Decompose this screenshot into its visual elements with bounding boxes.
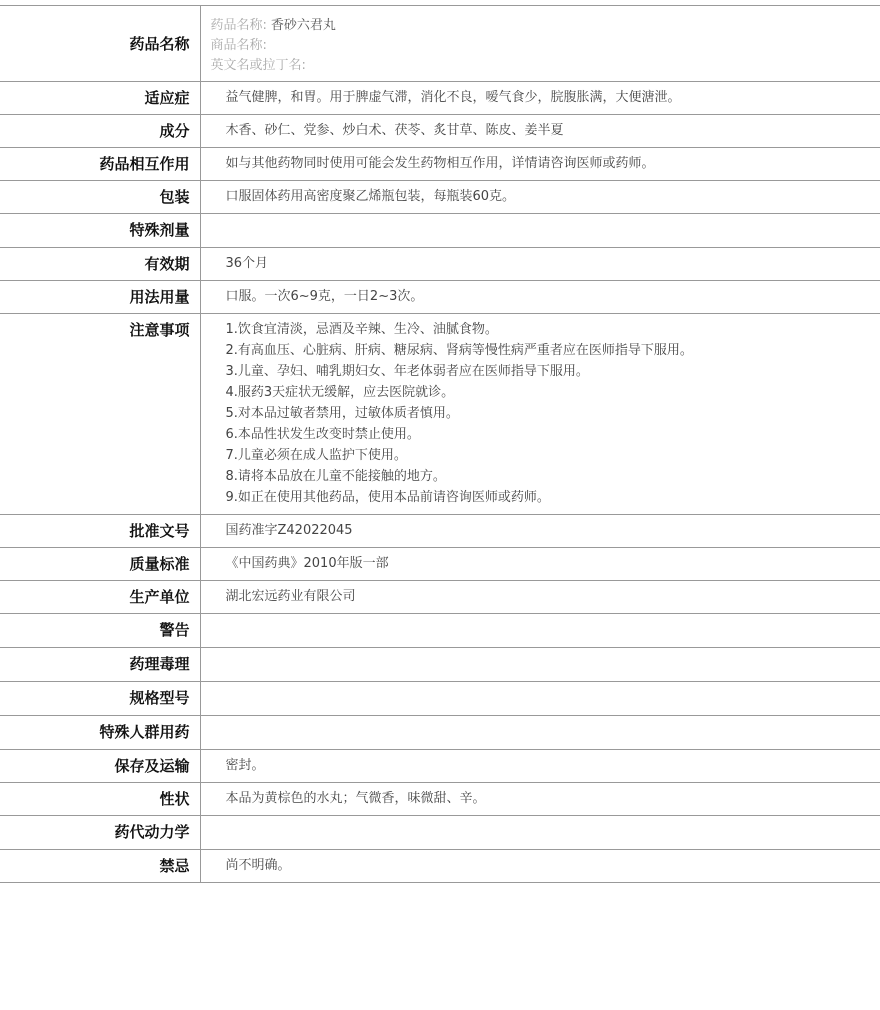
label-interactions: 药品相互作用 <box>0 148 200 181</box>
drug-name-line <box>211 16 880 36</box>
row-special-dosage <box>0 214 880 248</box>
precaution-item: 4.服药3天症状无缓解，应去医院就诊。 <box>225 385 455 400</box>
row-approval-number <box>0 515 880 548</box>
english-name-key: 英文名或拉丁名: <box>210 58 306 73</box>
row-dosage <box>0 281 880 314</box>
value-warning <box>200 614 880 648</box>
row-contraindications <box>0 850 880 883</box>
label-pharmacology: 药理毒理 <box>0 648 200 682</box>
label-specification: 规格型号 <box>0 682 200 716</box>
label-approval-number: 批准文号 <box>0 515 200 548</box>
label-drug-name: 药品名称 <box>0 6 200 82</box>
value-pharmacology <box>200 648 880 682</box>
value-dosage: 口服。一次6~9克，一日2~3次。 <box>200 281 880 314</box>
drug-name-key: 药品名称: <box>210 18 267 33</box>
row-ingredients <box>0 115 880 148</box>
value-special-populations <box>200 716 880 750</box>
label-ingredients: 成分 <box>0 115 200 148</box>
precaution-item: 3.儿童、孕妇、哺乳期妇女、年老体弱者应在医师指导下服用。 <box>225 364 589 379</box>
row-warning <box>0 614 880 648</box>
precaution-item: 1.饮食宜清淡，忌酒及辛辣、生冷、油腻食物。 <box>225 322 498 337</box>
row-special-populations <box>0 716 880 750</box>
label-indications: 适应症 <box>0 82 200 115</box>
label-quality-standard: 质量标准 <box>0 548 200 581</box>
value-description: 本品为黄棕色的水丸；气微香，味微甜、辛。 <box>200 783 880 816</box>
value-drug-name-block <box>200 6 880 82</box>
row-drug-name <box>0 6 880 82</box>
value-packaging: 口服固体药用高密度聚乙烯瓶包装，每瓶装60克。 <box>200 181 880 214</box>
drug-name-value: 香砂六君丸 <box>270 18 336 33</box>
drug-info-table <box>0 5 880 883</box>
row-pharmacokinetics <box>0 816 880 850</box>
row-interactions <box>0 148 880 181</box>
row-manufacturer <box>0 581 880 614</box>
value-specification <box>200 682 880 716</box>
precaution-item: 6.本品性状发生改变时禁止使用。 <box>225 427 420 442</box>
row-indications <box>0 82 880 115</box>
value-ingredients: 木香、砂仁、党参、炒白术、茯苓、炙甘草、陈皮、姜半夏 <box>200 115 880 148</box>
row-storage <box>0 750 880 783</box>
value-indications: 益气健脾，和胃。用于脾虚气滞，消化不良，嗳气食少，脘腹胀满，大便溏泄。 <box>200 82 880 115</box>
row-specification <box>0 682 880 716</box>
label-contraindications: 禁忌 <box>0 850 200 883</box>
label-manufacturer: 生产单位 <box>0 581 200 614</box>
value-contraindications: 尚不明确。 <box>200 850 880 883</box>
precaution-item: 2.有高血压、心脏病、肝病、糖尿病、肾病等慢性病严重者应在医师指导下服用。 <box>225 343 693 358</box>
value-precautions <box>200 314 880 515</box>
english-name-line <box>211 56 880 76</box>
label-description: 性状 <box>0 783 200 816</box>
row-packaging <box>0 181 880 214</box>
precaution-item: 8.请将本品放在儿童不能接触的地方。 <box>225 469 446 484</box>
row-precautions <box>0 314 880 515</box>
value-shelf-life: 36个月 <box>200 248 880 281</box>
value-special-dosage <box>200 214 880 248</box>
label-pharmacokinetics: 药代动力学 <box>0 816 200 850</box>
value-interactions: 如与其他药物同时使用可能会发生药物相互作用，详情请咨询医师或药师。 <box>200 148 880 181</box>
label-special-populations: 特殊人群用药 <box>0 716 200 750</box>
precaution-item: 9.如正在使用其他药品，使用本品前请咨询医师或药师。 <box>225 490 550 505</box>
precaution-item: 5.对本品过敏者禁用，过敏体质者慎用。 <box>225 406 459 421</box>
value-quality-standard: 《中国药典》2010年版一部 <box>200 548 880 581</box>
label-special-dosage: 特殊剂量 <box>0 214 200 248</box>
label-precautions: 注意事项 <box>0 314 200 515</box>
trade-name-line <box>211 36 880 56</box>
trade-name-key: 商品名称: <box>210 38 267 53</box>
value-approval-number: 国药准字Z42022045 <box>200 515 880 548</box>
label-shelf-life: 有效期 <box>0 248 200 281</box>
precaution-item: 7.儿童必须在成人监护下使用。 <box>225 448 407 463</box>
label-storage: 保存及运输 <box>0 750 200 783</box>
label-warning: 警告 <box>0 614 200 648</box>
row-description <box>0 783 880 816</box>
label-dosage: 用法用量 <box>0 281 200 314</box>
value-storage: 密封。 <box>200 750 880 783</box>
row-quality-standard <box>0 548 880 581</box>
label-packaging: 包装 <box>0 181 200 214</box>
value-pharmacokinetics <box>200 816 880 850</box>
row-shelf-life <box>0 248 880 281</box>
value-manufacturer: 湖北宏远药业有限公司 <box>200 581 880 614</box>
row-pharmacology <box>0 648 880 682</box>
